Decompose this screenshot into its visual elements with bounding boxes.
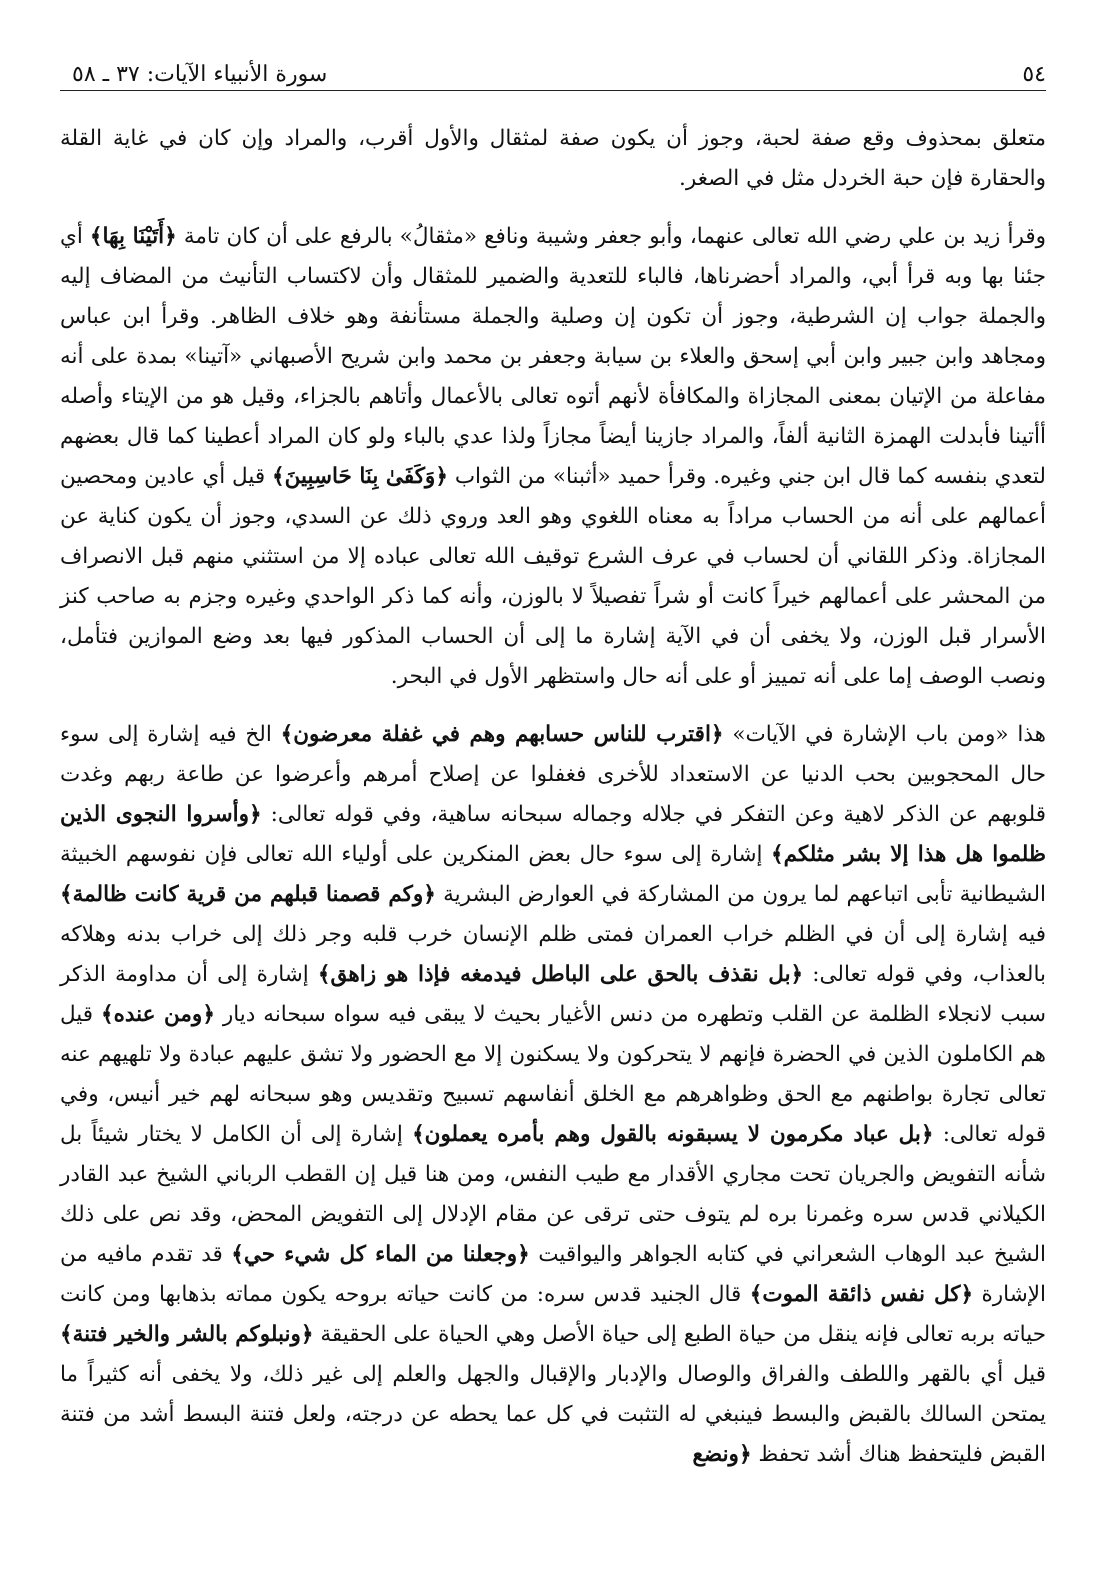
- quran-quote: ﴿بل عباد مكرمون لا يسبقونه بالقول وهم بأمره يعملون﴾: [412, 1122, 934, 1147]
- page-header: [60, 50, 1046, 91]
- text-span: إشارة إلى أن مداومة الذكر سبب لانجلاء الظلمة عن القلب وتطهره من دنس الأغيار بحيث لا يبقى فيه سواه سبحانه ديار: [60, 962, 1047, 1027]
- quran-quote: ﴿ونبلوكم بالشر والخير فتنة﴾: [60, 1322, 314, 1347]
- quran-quote: ﴿وكم قصمنا قبلهم من قرية كانت ظالمة﴾: [60, 882, 436, 907]
- quran-quote: ﴿كل نفس ذائقة الموت﴾: [749, 1282, 974, 1307]
- quran-quote: ﴿بل نقذف بالحق على الباطل فيدمغه فإذا هو زاهق﴾: [317, 962, 804, 987]
- text-span: قال الجنيد قدس سره: من كانت حياته بروحه يكون مماته بذهابها ومن كانت حياته بربه تعالى فإنه ينقل من حياة الطبع إلى حياة الأصل وهي الحياة على الحقيقة: [60, 1282, 1046, 1347]
- running-title: سورة الأنبياء الآيات: ٣٧ ـ ٥٨: [72, 62, 328, 87]
- quran-quote: ﴿ومن عنده﴾: [101, 1002, 215, 1027]
- quran-quote: ﴿ونضع: [692, 1442, 752, 1467]
- paragraph-2: [60, 217, 1046, 697]
- text-span: أي جئنا بها وبه قرأ أبي، والمراد أحضرناها، فالباء للتعدية والضمير للمثقال وأن لاكتساب التأنيث من المضاف إليه والجملة جواب إن الشرطية، وجوز أن تكون إن وصلية والجملة مستأنفة وهو خلاف الظاهر. وقرأ ابن عباس ومجاهد وابن جبير وابن أبي إسحق والعلاء بن سيابة وجعفر بن محمد وابن شريح الأصبهاني «آتينا» بمدة على أنه مفاعلة من الإتيان بمعنى المجازاة والمكافأة لأنهم أتوه تعالى بالأعمال وأتاهم بالجزاء، وقيل هو من الإيتاء وأصله أأتينا فأبدلت الهمزة الثانية ألفاً، والمراد جازينا أيضاً مجازاً ولذا عدي بالباء ولو كان المراد أعطينا كما قال بعضهم لتعدي بنفسه كما قال ابن جني وغيره. وقرأ حميد «أثبنا» من الثواب: [60, 224, 1046, 489]
- quran-quote: ﴿أَتَيْنَا بِهَا﴾: [89, 224, 177, 249]
- text-span: قد تقدم مافيه من الإشارة: [60, 1242, 1046, 1307]
- paragraph-3: [60, 715, 1046, 1475]
- paragraph-1: [60, 119, 1046, 199]
- text-span: قيل أي عادين ومحصين أعمالهم على أنه من الحساب مراداً به معناه اللغوي وهو العد وروي ذلك عن السدي، وجوز أن يكون كناية عن المجازاة. وذكر اللقاني أن لحساب في عرف الشرع توقيف الله تعالى عباده إلا من استثني منهم قبل الانصراف من المحشر على أعمالهم خيراً كانت أو شراً تفصيلاً لا بالوزن، وأنه كما ذكر الواحدي وغيره وجزم به صاحب كنز الأسرار قبل الوزن، ولا يخفى أن في الآية إشارة ما إلى أن الحساب المذكور فيها بعد وضع الموازين فتأمل، ونصب الوصف إما على أنه تمييز أو على أنه حال واستظهر الأول في البحر.: [60, 464, 1046, 689]
- quran-quote: ﴿وجعلنا من الماء كل شيء حي﴾: [231, 1242, 530, 1267]
- text-span: إشارة إلى سوء حال بعض المنكرين على أولياء الله تعالى فإن نفوسهم الخبيثة الشيطانية تأبى اتباعهم لما يرون من المشاركة في العوارض البشرية: [60, 842, 1046, 907]
- quran-quote: ﴿وَكَفَىٰ بِنَا حَاسِبِينَ﴾: [272, 464, 448, 489]
- text-span: فيه إشارة إلى أن في الظلم خراب العمران فمتى ظلم الإنسان خرب قلبه وجر ذلك إلى خراب بدنه وهلاكه بالعذاب، وفي قوله تعالى:: [60, 922, 1046, 987]
- text-span: وقرأ زيد بن علي رضي الله تعالى عنهما، وأبو جعفر وشيبة ونافع «مثقالُ» بالرفع على أن كان تامة: [176, 224, 1046, 249]
- text-span: قيل هم الكاملون الذين في الحضرة فإنهم لا يتحركون ولا يسكنون إلا مع الحضور ولا تشق عليهم عبادة ولا تلهيهم عنه تعالى تجارة بواطنهم مع الحق وظواهرهم مع الخلق أنفاسهم تسبيح وتقديس وهو سبحانه لهم خير أنيس، وفي قوله تعالى:: [60, 1002, 1046, 1147]
- text-span: قيل أي بالقهر واللطف والفراق والوصال والإدبار والإقبال والجهل والعلم إلى غير ذلك، ولا يخفى أنه كثيراً ما يمتحن السالك بالقبض والبسط فينبغي له التثبت في كل عما يحطه عن درجته، ولعل فتنة البسط أشد من فتنة القبض فليتحفظ هناك أشد تحفظ: [60, 1362, 1046, 1467]
- page-number: ٥٤: [1022, 62, 1046, 87]
- quran-quote: ﴿اقترب للناس حسابهم وهم في غفلة معرضون﴾: [280, 722, 724, 747]
- text-span: إشارة إلى أن الكامل لا يختار شيئاً بل شأنه التفويض والجريان تحت مجاري الأقدار مع طيب النفس، ومن هنا قيل إن القطب الرباني الشيخ عبد القادر الكيلاني قدس سره وغمرنا بره لم يتوف حتى ترقى عن مقام الإدلال إلى التفويض المحض، وقد نص على ذلك الشيخ عبد الوهاب الشعراني في كتابه الجواهر واليواقيت: [60, 1122, 1046, 1267]
- quran-quote: ﴿وأسروا النجوى الذين ظلموا هل هذا إلا بشر مثلكم﴾: [60, 802, 1046, 867]
- text-span: الخ فيه إشارة إلى سوء حال المحجوبين بحب الدنيا عن الاستعداد للأخرى فغفلوا عن إصلاح أمرهم وأعرضوا عن طاعة ربهم وغدت قلوبهم عن الذكر لاهية وعن التفكر في جلاله وجماله سبحانه ساهية، وفي قوله تعالى:: [60, 722, 1046, 827]
- text-span: متعلق بمحذوف وقع صفة لحبة، وجوز أن يكون صفة لمثقال والأول أقرب، والمراد وإن كان في غاية القلة والحقارة فإن حبة الخردل مثل في الصغر.: [60, 126, 1047, 191]
- text-span: هذا «ومن باب الإشارة في الآيات»: [723, 722, 1046, 747]
- body-text: [60, 119, 1046, 1475]
